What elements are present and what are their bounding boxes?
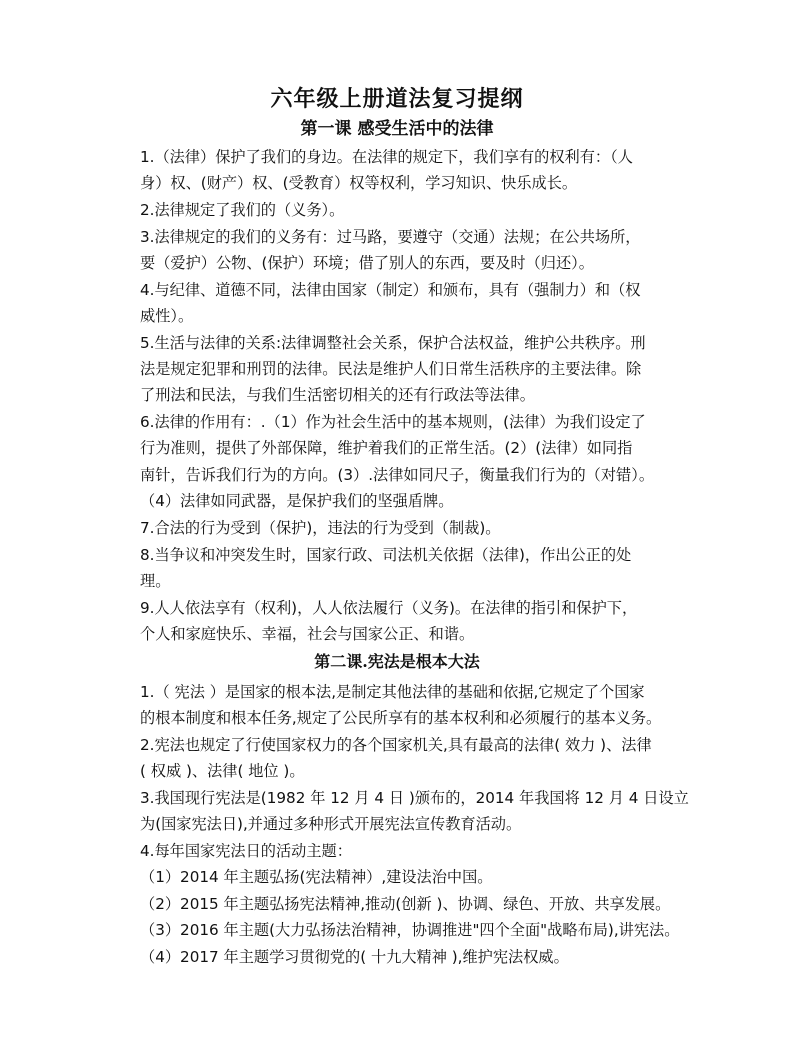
lesson-1-heading: 第一课 感受生活中的法律: [300, 119, 494, 139]
lesson-1-line: 5.生活与法律的关系:法律调整社会关系，保护合法权益，维护公共秩序。刑: [140, 334, 646, 352]
document-title: 六年级上册道法复习提纲: [270, 86, 524, 112]
lesson-1-line: 个人和家庭快乐、幸福，社会与国家公正、和谐。: [140, 625, 475, 643]
lesson-2-line: （4）2017 年主题学习贯彻党的( 十九大精神 ),维护宪法权威。: [140, 948, 569, 966]
lesson-1-line: 理。: [140, 572, 171, 590]
lesson-2-line: 的根本制度和根本任务,规定了公民所享有的基本权利和必须履行的基本义务。: [140, 709, 662, 727]
lesson-2-line: 2.宪法也规定了行使国家权力的各个国家机关,具有最高的法律( 效力 )、法律: [140, 736, 652, 754]
lesson-1-line: 行为准则，提供了外部保障，维护着我们的正常生活。(2）(法律）如同指: [140, 439, 633, 457]
lesson-1-line: 南针，告诉我们行为的方向。(3）.法律如同尺子，衡量我们行为的（对错）。: [140, 466, 655, 484]
lesson-1-line: 了刑法和民法，与我们生活密切相关的还有行政法等法律。: [140, 386, 535, 404]
lesson-2-line: 4.每年国家宪法日的活动主题：: [140, 842, 352, 860]
lesson-1-line: 9.人人依法享有（权利)，人人依法履行（义务)。在法律的指引和保护下，: [140, 599, 638, 617]
lesson-2-line: 3.我国现行宪法是(1982 年 12 月 4 日 )颁布的，2014 年我国将 12 月 4 日设立: [140, 789, 689, 807]
lesson-2-line: （3）2016 年主题(大力弘扬法治精神，协调推进"四个全面"战略布局),讲宪法。: [140, 921, 680, 939]
lesson-2-heading: 第二课.宪法是根本大法: [314, 652, 480, 671]
lesson-1-line: 8.当争议和冲突发生时，国家行政、司法机关依据（法律)，作出公正的处: [140, 546, 632, 564]
lesson-1-line: 法是规定犯罪和刑罚的法律。民法是维护人们日常生活秩序的主要法律。除: [140, 360, 642, 378]
lesson-2-line: （2）2015 年主题弘扬宪法精神,推动(创新 )、协调、绿色、开放、共享发展。: [140, 895, 671, 913]
lesson-2-line: （1）2014 年主题弘扬(宪法精神）,建设法治中国。: [140, 868, 493, 886]
lesson-1-line: 身）权、(财产）权、(受教育）权等权利，学习知识、快乐成长。: [140, 174, 578, 192]
lesson-1-line: 6.法律的作用有：.（1）作为社会生活中的基本规则，(法律）为我们设定了: [140, 413, 646, 431]
lesson-1-line: 7.合法的行为受到（保护)，违法的行为受到（制裁)。: [140, 519, 501, 537]
lesson-1-line: 要（爱护）公物、(保护）环境；借了别人的东西，要及时（归还）。: [140, 254, 594, 272]
lesson-1-line: 威性）。: [140, 307, 194, 325]
lesson-1-line: 4.与纪律、道德不同，法律由国家（制定）和颁布，具有（强制力）和（权: [140, 281, 641, 299]
lesson-2-line: 为(国家宪法日),并通过多种形式开展宪法宣传教育活动。: [140, 815, 522, 833]
lesson-2-line: ( 权威 )、法律( 地位 )。: [140, 762, 305, 780]
lesson-1-line: 3.法律规定的我们的义务有：过马路，要遵守（交通）法规；在公共场所，: [140, 228, 641, 246]
lesson-2-line: 1.（ 宪法 ）是国家的根本法,是制定其他法律的基础和依据,它规定了个国家: [140, 683, 645, 701]
lesson-1-line: 2.法律规定了我们的（义务）。: [140, 201, 345, 219]
lesson-1-line: 1.（法律）保护了我们的身边。在法律的规定下，我们享有的权利有：（人: [140, 148, 633, 166]
lesson-1-line: （4）法律如同武器，是保护我们的坚强盾牌。: [140, 492, 454, 510]
